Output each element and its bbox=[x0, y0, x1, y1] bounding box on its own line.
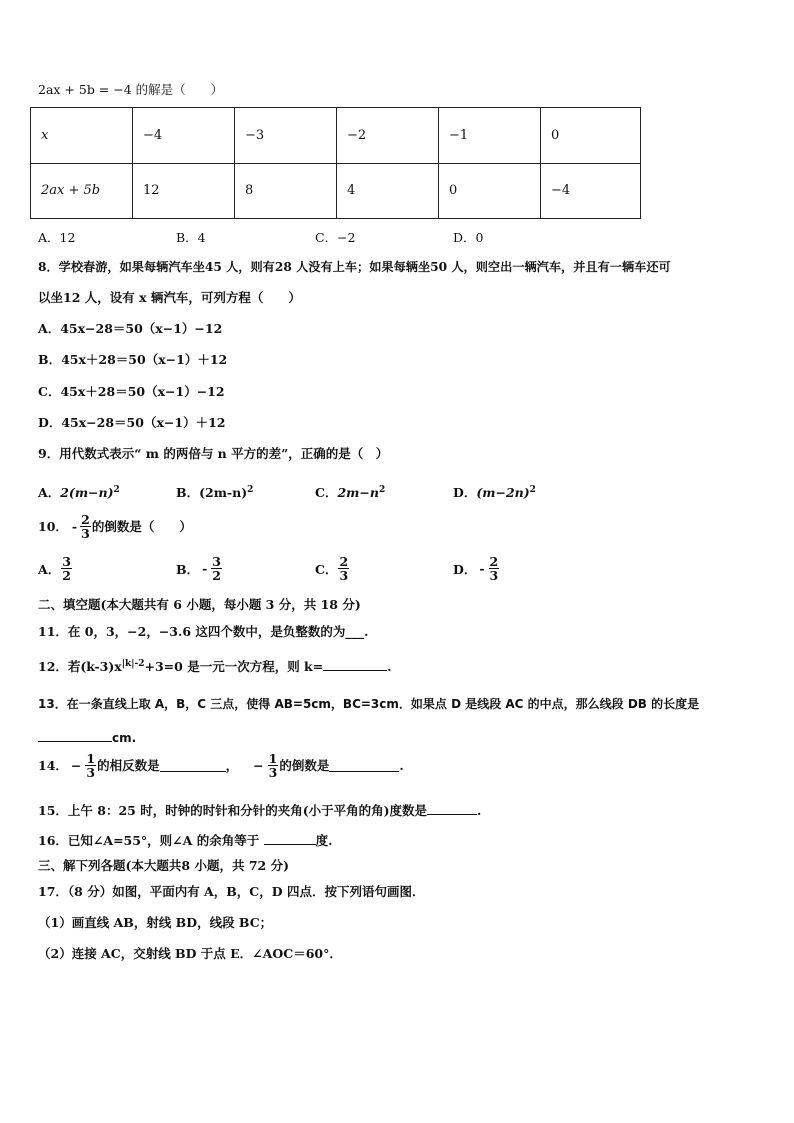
q8-stem-line2: 以坐12 人，设有 x 辆汽车，可列方程（ ） bbox=[38, 290, 301, 305]
q7-option-a: A．12 bbox=[38, 230, 76, 245]
exponent: 2 bbox=[378, 484, 386, 495]
stem-text: 的倒数是 bbox=[279, 758, 330, 774]
table-cell: 8 bbox=[235, 163, 337, 219]
table-cell: 2ax + 5b bbox=[31, 163, 133, 219]
fraction bbox=[268, 752, 279, 779]
exponent: 2 bbox=[247, 484, 254, 495]
table-cell: −4 bbox=[133, 108, 235, 164]
answer-blank bbox=[323, 658, 387, 671]
q12-text-end: . bbox=[387, 659, 392, 674]
question-number: 14． bbox=[38, 758, 68, 774]
q7-stem: 2ax + 5b = −4 的解是（ ） bbox=[38, 82, 224, 97]
q17-part-2: （2）连接 AC，交射线 BD 于点 E．∠AOC＝60°． bbox=[38, 946, 342, 961]
table-row bbox=[31, 108, 641, 164]
q8-option-b: B．45x＋28＝50（x−1）＋12 bbox=[38, 352, 228, 367]
fraction-denominator: 2 bbox=[62, 568, 71, 584]
option-expression: 2m−n bbox=[337, 485, 379, 500]
q10-stem bbox=[38, 513, 192, 540]
q13-unit: cm. bbox=[112, 731, 137, 745]
fraction-numerator: 1 bbox=[268, 751, 278, 766]
stem-text: 的相反数是 bbox=[97, 758, 160, 774]
q11-stem: 11．在 0，3，−2，−3.6 这四个数中，是负整数的为___. bbox=[38, 624, 369, 639]
q10-option-b bbox=[176, 555, 223, 582]
answer-blank bbox=[264, 832, 316, 845]
q8-option-c: C．45x＋28＝50（x−1）−12 bbox=[38, 384, 225, 399]
q10-option-c bbox=[315, 555, 350, 582]
q7-value-table bbox=[30, 107, 641, 219]
q12-stem bbox=[38, 658, 392, 674]
q8-stem-line1: 8．学校春游，如果每辆汽车坐45 人，则有28 人没有上车；如果每辆坐50 人，则空出一辆汽车，并且有一辆车还可 bbox=[38, 260, 671, 274]
q8-option-a: A．45x−28＝50（x−1）−12 bbox=[38, 321, 223, 336]
fraction bbox=[80, 513, 91, 540]
q7-option-c: C．−2 bbox=[315, 230, 356, 245]
table-cell: −3 bbox=[235, 108, 337, 164]
option-label: C． bbox=[315, 485, 338, 500]
fraction bbox=[61, 555, 72, 582]
option-expression: (2m-n) bbox=[199, 485, 248, 500]
q14-stem bbox=[38, 752, 404, 779]
answer-blank bbox=[427, 802, 477, 815]
fraction-denominator: 2 bbox=[212, 568, 221, 584]
q9-option-c bbox=[315, 483, 385, 501]
answer-blank bbox=[329, 759, 399, 772]
negative-sign: - bbox=[71, 519, 78, 535]
fraction-denominator: 3 bbox=[86, 765, 96, 781]
fraction-numerator: 2 bbox=[81, 512, 90, 527]
negative-sign: - bbox=[479, 561, 485, 577]
q16-stem bbox=[38, 832, 332, 848]
q13-stem-line1: 13．在一条直线上取 A，B，C 三点，使得 AB=5cm，BC=3cm．如果点 D 是线段 AC 的中点，那么线段 DB 的长度是 bbox=[38, 697, 700, 711]
section-3-heading: 三、解下列各题(本大题共8 小题，共 72 分) bbox=[38, 858, 289, 873]
end-mark: . bbox=[477, 803, 482, 818]
fraction-denominator: 3 bbox=[81, 526, 90, 542]
table-cell: 12 bbox=[133, 163, 235, 219]
negative-sign: − bbox=[70, 758, 82, 774]
option-label: B． bbox=[176, 561, 200, 577]
fraction bbox=[211, 555, 222, 582]
separator: ， bbox=[225, 758, 239, 774]
option-label: A． bbox=[38, 485, 61, 500]
q12-exponent: |k|-2 bbox=[121, 658, 145, 669]
fraction bbox=[489, 555, 500, 582]
table-cell: −1 bbox=[439, 108, 541, 164]
q9-option-b bbox=[176, 483, 253, 501]
negative-sign: − bbox=[253, 758, 264, 774]
table-cell: −2 bbox=[337, 108, 439, 164]
option-label: D． bbox=[453, 561, 477, 577]
table-cell: 0 bbox=[439, 163, 541, 219]
q17-stem: 17．（8 分）如图，平面内有 A，B，C，D 四点．按下列语句画图． bbox=[38, 884, 425, 899]
option-expression: 2(m−n) bbox=[60, 485, 114, 500]
fraction bbox=[338, 555, 349, 582]
q16-text: 16．已知∠A=55°，则∠A 的余角等于 bbox=[38, 833, 264, 848]
table-cell: 0 bbox=[541, 108, 641, 164]
q9-stem: 9．用代数式表示“ m 的两倍与 n 平方的差”，正确的是（ ） bbox=[38, 446, 389, 461]
q12-text-b: +3=0 是一元一次方程，则 k= bbox=[144, 659, 324, 674]
fraction-numerator: 3 bbox=[212, 554, 221, 569]
fraction-denominator: 3 bbox=[489, 568, 499, 584]
fraction-denominator: 3 bbox=[268, 765, 278, 781]
fraction-denominator: 3 bbox=[339, 568, 349, 584]
q9-option-a bbox=[38, 483, 120, 501]
q7-option-d: D．0 bbox=[453, 230, 484, 245]
exponent: 2 bbox=[113, 484, 120, 495]
q13-stem-line2 bbox=[38, 729, 136, 745]
q9-option-d bbox=[453, 483, 536, 501]
q10-option-a bbox=[38, 555, 73, 582]
option-label: C． bbox=[315, 561, 338, 577]
answer-blank bbox=[38, 729, 112, 742]
stem-text: 的倒数是（ ） bbox=[91, 519, 192, 535]
option-expression: (m−2n) bbox=[476, 485, 530, 500]
table-cell: −4 bbox=[541, 163, 641, 219]
fraction bbox=[85, 752, 96, 779]
option-label: D． bbox=[453, 485, 477, 500]
option-label: A． bbox=[38, 561, 61, 577]
q7-option-b: B．4 bbox=[176, 230, 206, 245]
end-mark: . bbox=[399, 758, 404, 774]
table-cell: x bbox=[31, 108, 133, 164]
q8-option-d: D．45x−28＝50（x−1）＋12 bbox=[38, 415, 226, 430]
answer-blank bbox=[160, 759, 226, 772]
question-number: 10． bbox=[38, 519, 68, 535]
table-row bbox=[31, 163, 641, 219]
fraction-numerator: 2 bbox=[489, 554, 499, 569]
exponent: 2 bbox=[529, 484, 536, 495]
section-2-heading: 二、填空题(本大题共有 6 小题，每小题 3 分，共 18 分) bbox=[38, 597, 361, 612]
q12-text-a: 12．若(k-3)x bbox=[38, 659, 122, 674]
q16-end: 度. bbox=[315, 833, 333, 848]
q10-option-d bbox=[453, 555, 500, 582]
table-cell: 4 bbox=[337, 163, 439, 219]
fraction-numerator: 2 bbox=[339, 554, 349, 569]
q17-part-1: （1）画直线 AB，射线 BD，线段 BC； bbox=[38, 915, 273, 930]
q15-text: 15．上午 8：25 时，时钟的时针和分针的夹角(小于平角的角)度数是 bbox=[38, 803, 428, 818]
negative-sign: - bbox=[202, 561, 208, 577]
fraction-numerator: 1 bbox=[86, 751, 96, 766]
q15-stem bbox=[38, 802, 481, 818]
option-label: B． bbox=[176, 485, 200, 500]
fraction-numerator: 3 bbox=[62, 554, 71, 569]
